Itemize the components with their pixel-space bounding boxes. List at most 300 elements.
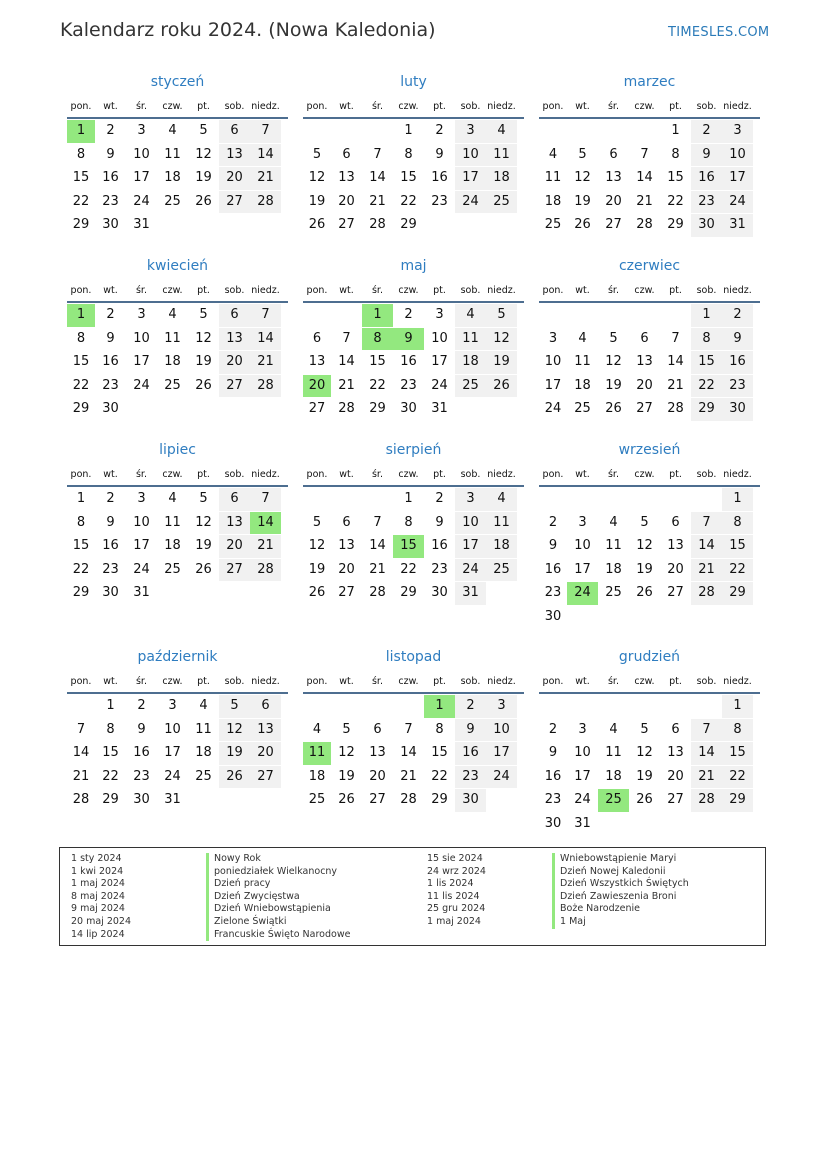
day-cell: 6	[219, 304, 250, 327]
day-cell: 29	[667, 217, 684, 232]
day-cell: 25	[605, 585, 622, 600]
day-cell: 23	[544, 585, 562, 600]
empty-cell	[188, 582, 219, 605]
empty-cell	[250, 214, 281, 237]
day-cell: 16	[722, 351, 753, 374]
week-row	[539, 120, 760, 144]
day-cell: 21	[72, 768, 90, 784]
day-cell: 12	[486, 328, 517, 351]
legend-date: 20 maj 2024	[71, 915, 132, 927]
weekday-label: pt.	[197, 675, 210, 687]
day-cell: 15	[72, 538, 90, 553]
day-cell: 4	[609, 721, 618, 737]
day-cell: 2	[435, 491, 444, 506]
day-cell: 7	[250, 304, 281, 327]
week-row	[539, 328, 760, 352]
empty-cell	[598, 695, 629, 718]
day-cell: 10	[455, 144, 486, 167]
weekday-label: niedz.	[487, 100, 516, 112]
holiday-day-cell: 9	[393, 328, 424, 351]
day-cell: 12	[636, 745, 653, 760]
empty-cell	[303, 304, 331, 327]
month-name: październik	[137, 649, 218, 665]
day-cell: 26	[486, 375, 517, 398]
day-cell: 15	[72, 354, 90, 369]
day-cell: 21	[667, 377, 684, 393]
week-row	[539, 695, 760, 719]
day-cell: 29	[102, 792, 119, 807]
legend-right-dates	[427, 853, 486, 929]
day-cell: 16	[691, 167, 722, 190]
legend-date: 1 maj 2024	[71, 878, 125, 890]
day-cell: 5	[199, 307, 208, 322]
day-cell: 30	[102, 585, 119, 600]
day-cell: 30	[722, 398, 753, 421]
weekday-label: niedz.	[723, 100, 752, 112]
empty-cell	[331, 488, 362, 511]
day-cell: 30	[544, 815, 562, 831]
holiday-day-cell: 14	[250, 512, 281, 535]
day-cell: 5	[219, 695, 250, 718]
weekday-label: czw.	[398, 284, 419, 296]
day-cell: 17	[722, 167, 753, 190]
day-cell: 26	[636, 792, 653, 807]
day-cell: 27	[605, 217, 622, 232]
day-cell: 14	[667, 354, 684, 369]
week-row	[539, 304, 760, 328]
day-cell: 26	[338, 792, 355, 807]
weekday-label: pt.	[669, 284, 682, 296]
legend-date: 15 sie 2024	[427, 853, 483, 864]
month-block	[67, 255, 288, 422]
weekday-label: niedz.	[487, 468, 516, 480]
week-row	[67, 304, 288, 328]
day-cell: 18	[544, 193, 562, 209]
empty-cell	[126, 398, 157, 421]
day-cell: 6	[219, 488, 250, 511]
day-cell: 5	[486, 304, 517, 327]
weekday-header	[67, 670, 288, 694]
day-cell: 10	[455, 512, 486, 535]
day-cell: 1	[722, 695, 753, 718]
week-row	[303, 328, 524, 352]
day-cell: 7	[691, 512, 722, 535]
empty-cell	[303, 120, 331, 143]
day-cell: 21	[691, 559, 722, 582]
weekday-label: pon.	[70, 675, 92, 687]
weekday-label: wt.	[575, 468, 590, 480]
weekday-header	[67, 95, 288, 119]
day-cell: 16	[102, 538, 119, 553]
day-cell: 27	[369, 792, 386, 807]
empty-cell	[188, 789, 219, 812]
day-cell: 29	[722, 582, 753, 605]
weekday-label: czw.	[398, 675, 419, 687]
weekday-label: pt.	[669, 675, 682, 687]
empty-cell	[250, 789, 281, 812]
month-block	[67, 646, 288, 813]
week-row	[67, 191, 288, 215]
day-cell: 2	[455, 695, 486, 718]
day-cell: 20	[338, 193, 355, 209]
day-cell: 28	[369, 585, 386, 600]
empty-cell	[303, 488, 331, 511]
day-cell: 18	[164, 354, 181, 369]
week-row	[539, 606, 760, 630]
day-cell: 25	[486, 191, 517, 214]
week-row	[539, 582, 760, 606]
day-cell: 19	[308, 561, 326, 577]
day-cell: 7	[342, 330, 351, 346]
day-cell: 23	[400, 377, 417, 393]
week-row	[303, 144, 524, 168]
legend-right-names	[552, 853, 689, 929]
weekday-label: niedz.	[723, 675, 752, 687]
day-cell: 3	[137, 123, 146, 138]
day-cell: 14	[250, 328, 281, 351]
day-cell: 12	[195, 146, 212, 162]
weekday-label: pt.	[197, 100, 210, 112]
empty-cell	[362, 695, 393, 718]
day-cell: 18	[308, 768, 326, 784]
day-cell: 11	[455, 328, 486, 351]
weekday-label: pon.	[70, 100, 92, 112]
week-row	[539, 766, 760, 790]
day-cell: 16	[133, 745, 150, 760]
legend-date: 14 lip 2024	[71, 928, 125, 940]
day-cell: 13	[250, 719, 281, 742]
weekday-label: sob.	[224, 675, 245, 687]
legend-holiday-name: Dzień Wszystkich Świętych	[552, 878, 689, 891]
legend-date: 1 sty 2024	[71, 853, 122, 864]
month-block	[67, 71, 288, 238]
empty-cell	[660, 813, 691, 836]
day-cell: 27	[219, 375, 250, 398]
weekday-label: śr.	[135, 284, 147, 296]
month-block	[303, 71, 524, 238]
weekday-label: niedz.	[723, 284, 752, 296]
month-block	[67, 439, 288, 606]
week-row	[67, 328, 288, 352]
day-cell: 8	[691, 328, 722, 351]
day-cell: 19	[308, 193, 326, 209]
day-cell: 23	[544, 792, 562, 807]
day-cell: 5	[609, 330, 618, 346]
empty-cell	[486, 214, 517, 237]
day-cell: 27	[219, 191, 250, 214]
day-cell: 20	[338, 561, 355, 577]
week-row	[539, 512, 760, 536]
day-cell: 20	[219, 535, 250, 558]
empty-cell	[539, 488, 567, 511]
weekday-label: śr.	[371, 675, 383, 687]
weekday-label: śr.	[371, 468, 383, 480]
day-cell: 6	[640, 330, 649, 346]
day-cell: 13	[369, 745, 386, 760]
day-cell: 10	[164, 721, 181, 737]
day-cell: 7	[404, 721, 413, 737]
week-row	[303, 398, 524, 422]
day-cell: 13	[219, 144, 250, 167]
day-cell: 18	[164, 538, 181, 553]
day-cell: 4	[168, 491, 177, 506]
day-cell: 8	[671, 146, 680, 162]
day-cell: 15	[722, 535, 753, 558]
day-cell: 12	[574, 170, 591, 185]
day-cell: 4	[578, 330, 587, 346]
day-cell: 19	[486, 351, 517, 374]
day-cell: 4	[548, 146, 558, 162]
day-cell: 25	[544, 217, 562, 232]
day-cell: 21	[369, 193, 386, 209]
weekday-label: wt.	[339, 468, 354, 480]
day-cell: 18	[605, 561, 622, 577]
day-cell: 6	[342, 514, 351, 530]
weekday-header	[67, 279, 288, 303]
weekday-label: wt.	[103, 284, 118, 296]
day-cell: 23	[722, 375, 753, 398]
week-row	[303, 167, 524, 191]
weekday-label: wt.	[575, 675, 590, 687]
weekday-label: sob.	[460, 100, 481, 112]
empty-cell	[722, 813, 753, 836]
weekday-header	[303, 463, 524, 487]
empty-cell	[486, 789, 517, 812]
day-cell: 16	[544, 768, 562, 784]
day-cell: 5	[199, 123, 208, 138]
weekday-label: pon.	[306, 675, 328, 687]
empty-cell	[219, 214, 250, 237]
empty-cell	[629, 813, 660, 836]
day-cell: 9	[548, 538, 558, 553]
legend-holiday-name: Dzień pracy	[206, 878, 350, 891]
day-cell: 8	[106, 721, 115, 737]
day-cell: 28	[400, 792, 417, 807]
day-cell: 26	[195, 377, 212, 393]
day-cell: 17	[574, 768, 591, 784]
day-cell: 20	[369, 768, 386, 784]
empty-cell	[567, 606, 598, 629]
empty-cell	[157, 398, 188, 421]
week-row	[303, 559, 524, 583]
empty-cell	[722, 606, 753, 629]
day-cell: 28	[691, 789, 722, 812]
day-cell: 25	[486, 559, 517, 582]
day-cell: 3	[137, 491, 146, 506]
day-cell: 26	[308, 217, 326, 232]
day-cell: 14	[369, 170, 386, 185]
day-cell: 23	[431, 561, 448, 577]
day-cell: 19	[636, 768, 653, 784]
legend-holiday-name: poniedziałek Wielkanocny	[206, 866, 350, 879]
week-row	[303, 742, 524, 766]
day-cell: 6	[609, 146, 618, 162]
month-block	[303, 439, 524, 606]
weekday-header	[303, 670, 524, 694]
day-cell: 13	[338, 538, 355, 553]
day-cell: 11	[486, 512, 517, 535]
day-cell: 28	[250, 375, 281, 398]
week-row	[67, 582, 288, 606]
empty-cell	[567, 304, 598, 327]
legend-date: 25 gru 2024	[427, 903, 486, 915]
day-cell: 28	[338, 401, 355, 416]
day-cell: 30	[133, 792, 150, 807]
legend-date: 1 lis 2024	[427, 878, 474, 890]
day-cell: 28	[691, 582, 722, 605]
day-cell: 27	[308, 401, 326, 416]
day-cell: 3	[548, 330, 558, 346]
week-row	[303, 512, 524, 536]
site-link[interactable]: TIMESLES.COM	[668, 25, 770, 40]
week-row	[303, 789, 524, 813]
day-cell: 15	[431, 745, 448, 760]
week-row	[67, 766, 288, 790]
empty-cell	[455, 398, 486, 421]
day-cell: 3	[455, 120, 486, 143]
weekday-header	[539, 95, 760, 119]
weekday-label: czw.	[398, 468, 419, 480]
day-cell: 6	[373, 721, 382, 737]
empty-cell	[250, 582, 281, 605]
day-cell: 27	[338, 217, 355, 232]
empty-cell	[660, 304, 691, 327]
page-title: Kalendarz roku 2024. (Nowa Kaledonia)	[60, 19, 436, 41]
day-cell: 16	[102, 170, 119, 185]
day-cell: 27	[667, 792, 684, 807]
day-cell: 8	[722, 512, 753, 535]
day-cell: 11	[164, 514, 181, 530]
day-cell: 9	[435, 146, 444, 162]
week-row	[539, 191, 760, 215]
day-cell: 12	[605, 354, 622, 369]
day-cell: 22	[667, 193, 684, 209]
day-cell: 12	[636, 538, 653, 553]
weekday-label: czw.	[634, 468, 655, 480]
weekday-label: pt.	[433, 675, 446, 687]
day-cell: 2	[137, 698, 146, 713]
weekday-label: sob.	[460, 284, 481, 296]
legend-holiday-name: Dzień Zwycięstwa	[206, 891, 350, 904]
day-cell: 7	[373, 514, 382, 530]
weekday-label: czw.	[162, 100, 183, 112]
day-cell: 27	[636, 401, 653, 416]
day-cell: 15	[369, 354, 386, 369]
weekday-label: śr.	[607, 284, 619, 296]
day-cell: 19	[338, 768, 355, 784]
day-cell: 13	[667, 538, 684, 553]
empty-cell	[598, 606, 629, 629]
day-cell: 9	[106, 514, 115, 530]
weekday-label: sob.	[696, 675, 717, 687]
day-cell: 10	[133, 146, 150, 162]
weekday-header	[539, 670, 760, 694]
day-cell: 19	[574, 193, 591, 209]
day-cell: 16	[102, 354, 119, 369]
day-cell: 1	[404, 491, 413, 506]
day-cell: 14	[400, 745, 417, 760]
weekday-label: pt.	[669, 100, 682, 112]
day-cell: 29	[72, 401, 90, 416]
week-row	[67, 512, 288, 536]
empty-cell	[331, 120, 362, 143]
month-name: grudzień	[618, 649, 681, 665]
weekday-label: pon.	[542, 100, 564, 112]
weekday-label: sob.	[460, 468, 481, 480]
day-cell: 2	[548, 514, 558, 530]
day-cell: 10	[431, 330, 448, 346]
day-cell: 20	[605, 193, 622, 209]
day-cell: 3	[578, 721, 587, 737]
legend-date: 1 maj 2024	[427, 915, 481, 927]
day-cell: 22	[431, 768, 448, 784]
day-cell: 12	[195, 514, 212, 530]
empty-cell	[629, 695, 660, 718]
weekday-label: niedz.	[251, 468, 280, 480]
weekday-label: śr.	[371, 284, 383, 296]
week-row	[67, 398, 288, 422]
holiday-day-cell: 20	[303, 375, 331, 398]
day-cell: 15	[691, 351, 722, 374]
week-row	[539, 351, 760, 375]
day-cell: 18	[486, 167, 517, 190]
day-cell: 30	[455, 789, 486, 812]
weekday-label: śr.	[135, 675, 147, 687]
day-cell: 21	[250, 535, 281, 558]
week-row	[303, 535, 524, 559]
day-cell: 17	[133, 354, 150, 369]
day-cell: 20	[219, 351, 250, 374]
week-row	[303, 719, 524, 743]
day-cell: 2	[106, 491, 115, 506]
empty-cell	[188, 214, 219, 237]
holiday-day-cell: 8	[362, 328, 393, 351]
empty-cell	[219, 582, 250, 605]
day-cell: 29	[722, 789, 753, 812]
week-row	[539, 214, 760, 238]
day-cell: 31	[164, 792, 181, 807]
day-cell: 13	[338, 170, 355, 185]
day-cell: 23	[102, 193, 119, 209]
week-row	[67, 351, 288, 375]
empty-cell	[629, 488, 660, 511]
weekday-header	[303, 279, 524, 303]
week-row	[539, 559, 760, 583]
day-cell: 14	[72, 745, 90, 760]
legend-holiday-name: Dzień Wniebowstąpienia	[206, 903, 350, 916]
day-cell: 7	[76, 721, 86, 737]
weekday-label: niedz.	[487, 284, 516, 296]
weekday-label: czw.	[162, 284, 183, 296]
day-cell: 14	[691, 535, 722, 558]
day-cell: 30	[431, 585, 448, 600]
day-cell: 4	[199, 698, 208, 713]
day-cell: 16	[455, 742, 486, 765]
day-cell: 24	[455, 559, 486, 582]
day-cell: 4	[486, 488, 517, 511]
day-cell: 5	[640, 721, 649, 737]
week-row	[67, 742, 288, 766]
day-cell: 8	[404, 514, 413, 530]
week-row	[303, 191, 524, 215]
day-cell: 11	[605, 745, 622, 760]
day-cell: 2	[106, 307, 115, 322]
empty-cell	[303, 695, 331, 718]
day-cell: 10	[574, 538, 591, 553]
weekday-label: pon.	[542, 675, 564, 687]
day-cell: 29	[691, 398, 722, 421]
day-cell: 24	[455, 191, 486, 214]
